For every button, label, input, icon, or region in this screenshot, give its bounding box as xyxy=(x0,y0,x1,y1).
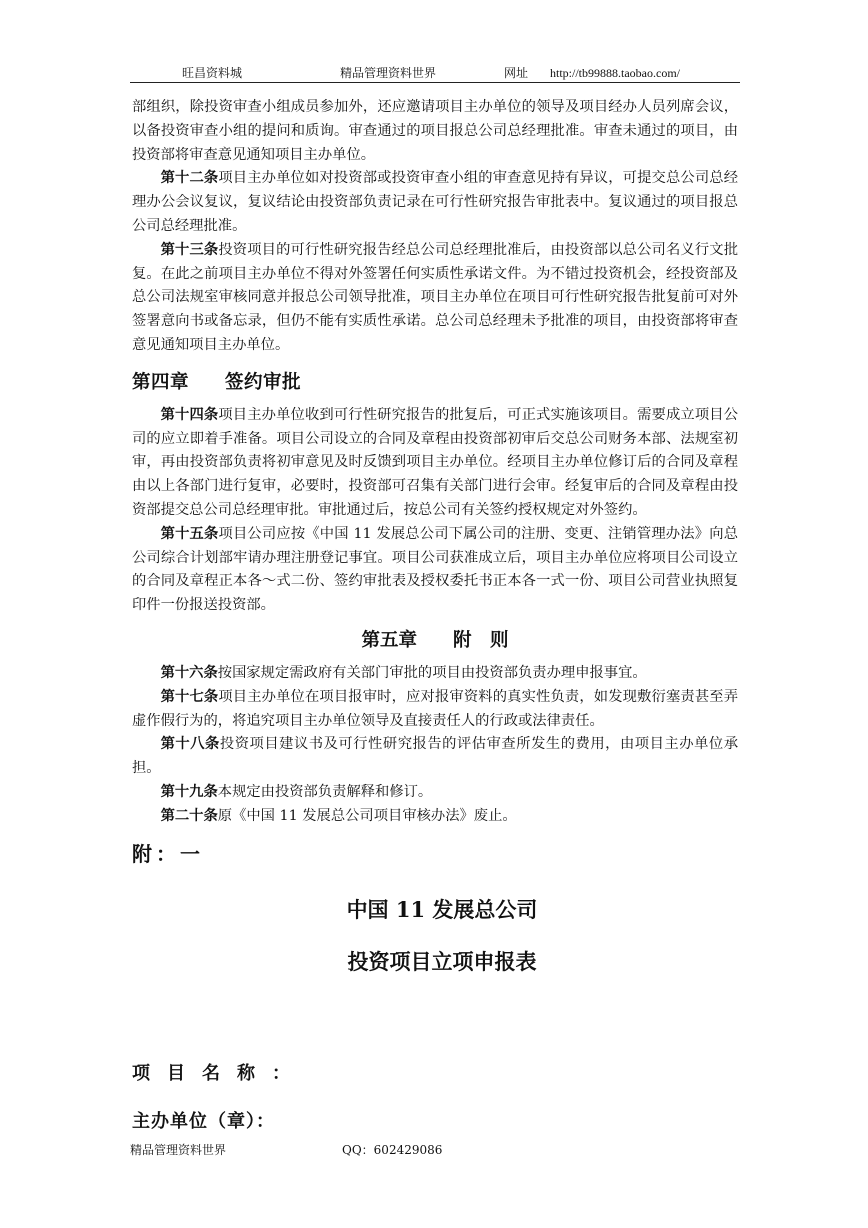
page-header xyxy=(130,62,740,83)
article-13 xyxy=(132,239,738,358)
chapter-5-number: 第五章 xyxy=(361,629,417,651)
article-15-text: 项目公司应按《中国 11 发展总公司下属公司的注册、变更、注销管理办法》向总公司综合计划部牢请办理注册登记事宜。项目公司获准成立后，项目主办单位应将项目公司设立的合同及章程正本各～式二份、签约审批表及授权委托书正本各一式一份、项目公司营业执照复印件一份报送投资部。 xyxy=(132,525,738,614)
article-14-label: 第十四条 xyxy=(160,406,219,423)
article-12-text: 项目主办单位如对投资部或投资审查小组的审查意见持有异议，可提交总公司总经理办公会议复议，复议结论由投资部负责记录在可行性研究报告审批表中。复议通过的项目报总公司总经理批准。 xyxy=(132,170,739,234)
project-name-field: 项目名称： xyxy=(132,1062,307,1084)
page-footer xyxy=(130,1141,443,1158)
continued-paragraph: 部组织，除投资审查小组成员参加外，还应邀请项目主办单位的领导及项目经办人员列席会议，以备投资审查小组的提问和质询。审查通过的项目报总公司总经理批准。审查未通过的项目，由投资部将审查意见通知项目主办单位。 xyxy=(132,99,738,163)
article-16-label: 第十六条 xyxy=(160,664,218,681)
header-url-label: 网址 xyxy=(504,66,529,80)
article-14-text: 项目主办单位收到可行性研究报告的批复后，可正式实施该项目。需要成立项目公司的应立即着手准备。项目公司设立的合同及章程由投资部初审后交总公司财务本部、法规室初审，再由投资部负责将初审意见及时反馈到项目主办单位。经项目主办单位修订后的合同及章程由以上各部门进行复审，必要时，投资部可召集有关部门进行会审。经复审后的合同及章程由投资部提交总公司总经理审批。审批通过后，按总公司有关签约授权规定对外签约。 xyxy=(132,406,739,518)
article-20-label: 第二十条 xyxy=(160,807,218,824)
article-15-label: 第十五条 xyxy=(160,525,219,542)
article-13-label: 第十三条 xyxy=(160,241,219,258)
footer-qq: QQ：602429086 xyxy=(342,1143,443,1157)
footer-slogan: 精品管理资料世界 xyxy=(130,1143,227,1157)
article-20 xyxy=(132,805,738,829)
chapter-5-heading xyxy=(132,628,738,654)
article-13-text: 投资项目的可行性研究报告经总公司总经理批准后，由投资部以总公司名义行文批复。在此之前项目主办单位不得对外签署任何实质性承诺文件。为不错过投资机会，经投资部及总公司法规室审核同意并报总公司领导批准，项目主办单位在项目可行性研究报告批复前可对外签署意向书或备忘录，但仍不能有实质性承诺。总公司总经理未予批准的项目，由投资部将审查意见通知项目主办单位。 xyxy=(132,241,739,353)
article-14 xyxy=(132,404,738,523)
header-url-group xyxy=(504,64,680,81)
article-16 xyxy=(132,662,738,686)
chapter-4-title: 签约审批 xyxy=(225,371,302,393)
article-17-label: 第十七条 xyxy=(160,688,219,705)
header-url-link[interactable]: http://tb99888.taobao.com/ xyxy=(550,66,680,80)
chapter-4-number: 第四章 xyxy=(132,371,190,393)
article-18-label: 第十八条 xyxy=(160,736,220,753)
document-body xyxy=(132,96,738,1135)
article-12 xyxy=(132,167,738,238)
appendix-heading: 附：一 xyxy=(132,841,204,866)
header-slogan: 精品管理资料世界 xyxy=(340,66,437,80)
article-18-text: 投资项目建议书及可行性研究报告的评估审查所发生的费用，由项目主办单位承担。 xyxy=(132,736,739,777)
article-16-text: 按国家规定需政府有关部门审批的项目由投资部负责办理申报事宜。 xyxy=(217,664,647,681)
article-20-text: 原《中国 11 发展总公司项目审核办法》废止。 xyxy=(217,807,517,824)
host-unit-field: 主办单位（章）： xyxy=(132,1110,275,1132)
article-17 xyxy=(132,686,738,734)
article-19-label: 第十九条 xyxy=(160,783,218,800)
article-18 xyxy=(132,733,738,781)
article-12-label: 第十二条 xyxy=(160,170,219,187)
article-15 xyxy=(132,523,738,618)
header-site-name: 旺昌资料城 xyxy=(182,66,243,80)
chapter-5-title: 附 则 xyxy=(453,629,509,651)
article-19-text: 本规定由投资部负责解释和修订。 xyxy=(217,783,433,800)
form-title: 投资项目立项申报表 xyxy=(347,948,537,974)
chapter-4-heading xyxy=(132,370,738,396)
article-17-text: 项目主办单位在项目报审时，应对报审资料的真实性负责，如发现敷衍塞责甚至弄虚作假行为的，将追究项目主办单位领导及直接责任人的行政或法律责任。 xyxy=(132,688,739,729)
article-19 xyxy=(132,781,738,805)
form-company-title: 中国 11 发展总公司 xyxy=(346,896,538,922)
